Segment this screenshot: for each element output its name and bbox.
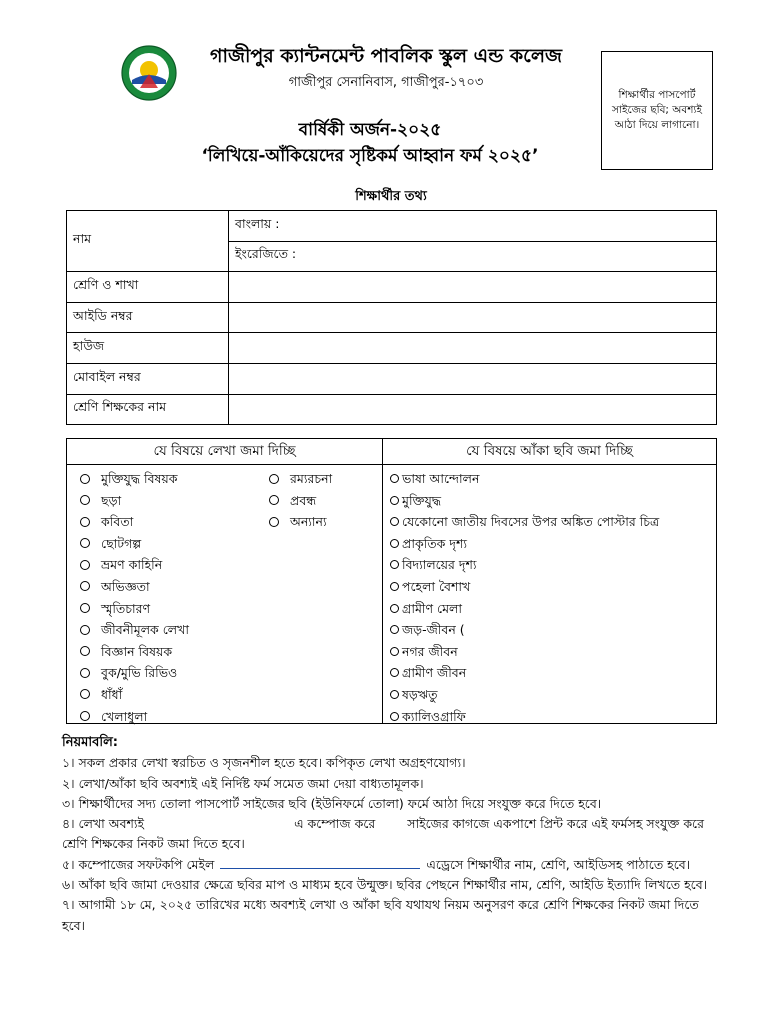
topics-table xyxy=(66,438,717,724)
drawing-topic-option[interactable] xyxy=(390,684,715,706)
option-label: যেকোনো জাতীয় দিবসের উপর অঙ্কিত পোস্টার চিত্র xyxy=(402,514,660,530)
writing-topic-option[interactable] xyxy=(80,533,260,555)
radio-icon[interactable] xyxy=(390,560,399,569)
option-label: ছোটগল্প xyxy=(101,535,142,551)
writing-topic-option[interactable] xyxy=(269,511,379,533)
rule-4-part-2: এ কম্পোজ করে xyxy=(294,816,376,832)
radio-icon[interactable] xyxy=(80,474,90,484)
option-label: ক্যালিওগ্রাফি xyxy=(402,708,466,724)
writing-topic-option[interactable] xyxy=(80,490,260,512)
drawing-topic-option[interactable] xyxy=(390,490,715,512)
drawing-topic-option[interactable] xyxy=(390,554,715,576)
event-title: বার্ষিকী অর্জন-২০২৫ xyxy=(298,120,442,140)
writing-topic-option[interactable] xyxy=(80,662,260,684)
drawing-topic-option[interactable] xyxy=(390,706,715,728)
option-label: বিজ্ঞান বিষয়ক xyxy=(101,643,173,659)
rule-6: ৬। আঁকা ছবি জামা দেওয়ার ক্ষেত্রে ছবির মাপ ও মাধ্যম হবে উন্মুক্ত। ছবির পেছনে শিক্ষার্থীর নাম, শ্রেণি, আইডি ইত্যাদি লিখতে হবে। xyxy=(62,877,708,893)
english-label: ইংরেজিতে : xyxy=(235,246,297,262)
radio-icon[interactable] xyxy=(80,517,90,527)
rule-4-part-3: সাইজের কাগজে একপাশে প্রিন্ট করে এই ফর্মসহ সংযুক্ত করে শ্রেণি শিক্ষকের নিকট জমা দিতে হবে। xyxy=(62,816,704,852)
school-address: গাজীপুর সেনানিবাস, গাজীপুর-১৭০৩ xyxy=(288,75,484,90)
writing-topics-header: যে বিষয়ে লেখা জমা দিচ্ছি xyxy=(153,443,296,459)
radio-icon[interactable] xyxy=(390,496,399,505)
radio-icon[interactable] xyxy=(80,668,90,678)
drawing-topic-option[interactable] xyxy=(390,468,715,490)
option-label: প্রবন্ধ xyxy=(290,492,317,508)
option-label: ধাঁধাঁ xyxy=(101,686,123,702)
rule-5-part-2: এড্রেসে শিক্ষার্থীর নাম, শ্রেণি, আইডিসহ পাঠাতে হবে। xyxy=(426,856,691,872)
writing-topic-option[interactable] xyxy=(80,641,260,663)
option-label: গ্রামীণ মেলা xyxy=(402,600,462,616)
name-label: নাম xyxy=(67,211,229,272)
writing-topic-option[interactable] xyxy=(269,490,379,512)
radio-icon[interactable] xyxy=(390,604,399,613)
class-section-field[interactable] xyxy=(229,272,717,303)
passport-photo-box xyxy=(601,51,713,170)
option-label: নগর জীবন xyxy=(402,643,458,659)
house-field[interactable] xyxy=(229,333,717,364)
option-label: কবিতা xyxy=(101,514,134,530)
bangla-label: বাংলায় : xyxy=(235,215,280,231)
rules-section xyxy=(62,733,722,936)
writing-topic-option[interactable] xyxy=(80,554,260,576)
rule-4-part-1: ৪। লেখা অবশ্যই xyxy=(62,816,145,832)
option-label: রম্যরচনা xyxy=(290,471,333,486)
option-label: অন্যান্য xyxy=(290,514,327,530)
writing-topic-option[interactable] xyxy=(80,598,260,620)
radio-icon[interactable] xyxy=(390,517,399,526)
option-label: প্রাকৃতিক দৃশ্য xyxy=(402,535,467,551)
radio-icon[interactable] xyxy=(80,581,90,591)
option-label: মুক্তিযুদ্ধ বিষয়ক xyxy=(101,471,178,486)
class-teacher-label: শ্রেণি শিক্ষকের নাম xyxy=(67,394,229,425)
option-label: ভাষা আন্দোলন xyxy=(402,471,480,486)
drawing-topic-option[interactable] xyxy=(390,619,715,641)
option-label: ছড়া xyxy=(101,492,122,508)
class-section-label: শ্রেণি ও শাখা xyxy=(67,272,229,303)
drawing-topics-header: যে বিষয়ে আঁকা ছবি জমা দিচ্ছি xyxy=(466,443,633,459)
student-info-heading: শিক্ষার্থীর তথ্য xyxy=(355,189,427,204)
option-label: গ্রামীণ জীবন xyxy=(402,665,467,681)
drawing-topics-list xyxy=(390,468,715,727)
photo-box-text: শিক্ষার্থীর পাসপোর্ট সাইজের ছবি; অবশ্যই আঠা দিয়ে লাগানো। xyxy=(612,88,702,132)
radio-icon[interactable] xyxy=(390,625,399,634)
rule-5 xyxy=(62,855,722,875)
radio-icon[interactable] xyxy=(80,711,90,721)
writing-topic-option[interactable] xyxy=(80,684,260,706)
option-label: পহেলা বৈশাখ xyxy=(402,578,471,594)
drawing-topic-option[interactable] xyxy=(390,511,715,533)
option-label: বিদ্যালয়ের দৃশ্য xyxy=(402,557,477,573)
option-label: ষড়ঋতু xyxy=(402,686,438,702)
radio-icon[interactable] xyxy=(269,517,279,527)
radio-icon[interactable] xyxy=(80,689,90,699)
radio-icon[interactable] xyxy=(390,539,399,548)
drawing-topic-option[interactable] xyxy=(390,598,715,620)
writing-topics-list-2 xyxy=(269,468,379,533)
writing-topic-option[interactable] xyxy=(80,706,260,728)
rule-2: ২। লেখা/আঁকা ছবি অবশ্যই এই নির্দিষ্ট ফর্ম সমেত জমা দেয়া বাধ্যতামূলক। xyxy=(62,775,424,791)
drawing-topic-option[interactable] xyxy=(390,662,715,684)
radio-icon[interactable] xyxy=(390,690,399,699)
option-label: জীবনীমূলক লেখা xyxy=(101,622,189,638)
writing-topic-option[interactable] xyxy=(80,576,260,598)
name-bangla-field[interactable] xyxy=(229,211,717,242)
rule-3: ৩। শিক্ষার্থীদের সদ্য তোলা পাসপোর্ট সাইজের ছবি (ইউনিফর্মে তোলা) ফর্মে আঠা দিয়ে সংযুক্ত করে দিতে হবে। xyxy=(62,795,602,811)
option-label: অভিজ্ঞতা xyxy=(101,578,150,594)
rule-4 xyxy=(62,814,722,855)
email-address-link[interactable] xyxy=(220,855,420,869)
radio-icon[interactable] xyxy=(269,474,279,484)
radio-icon[interactable] xyxy=(80,560,90,570)
school-crest-icon xyxy=(120,44,178,102)
option-label: খেলাধুলা xyxy=(101,708,148,724)
rule-7: ৭। আগামী ১৮ মে, ২০২৫ তারিখের মধ্যে অবশ্যই লেখা ও আঁকা ছবি যথাযথ নিয়ম অনুসরণ করে শ্রেণি শিক্ষকের নিকট জমা দিতে হবে। xyxy=(62,897,699,933)
student-info-table xyxy=(66,210,717,425)
form-title: ‘লিখিয়ে-আঁকিয়েদের সৃষ্টিকর্ম আহ্বান ফর্ম ২০২৫’ xyxy=(201,146,539,166)
option-label: স্মৃতিচারণ xyxy=(101,600,151,616)
rule-5-part-1: ৫। কম্পোজের সফটকপি মেইল xyxy=(62,856,215,872)
class-teacher-field[interactable] xyxy=(229,394,717,425)
writing-topic-option[interactable] xyxy=(269,468,379,490)
radio-icon[interactable] xyxy=(269,495,279,505)
drawing-topic-option[interactable] xyxy=(390,576,715,598)
radio-icon[interactable] xyxy=(80,495,90,505)
radio-icon[interactable] xyxy=(80,646,90,656)
radio-icon[interactable] xyxy=(390,668,399,677)
option-label: ভ্রমণ কাহিনি xyxy=(101,557,163,573)
house-label: হাউজ xyxy=(67,333,229,364)
option-label: মুক্তিযুদ্ধ xyxy=(402,492,442,508)
radio-icon[interactable] xyxy=(390,474,399,483)
mobile-number-field[interactable] xyxy=(229,363,717,394)
name-english-field[interactable] xyxy=(229,241,717,272)
radio-icon[interactable] xyxy=(80,538,90,548)
writing-topic-option[interactable] xyxy=(80,619,260,641)
drawing-topic-option[interactable] xyxy=(390,641,715,663)
radio-icon[interactable] xyxy=(390,582,399,591)
mobile-number-label: মোবাইল নম্বর xyxy=(67,363,229,394)
radio-icon[interactable] xyxy=(390,712,399,721)
column-divider xyxy=(382,439,383,723)
radio-icon[interactable] xyxy=(80,625,90,635)
radio-icon[interactable] xyxy=(80,603,90,613)
writing-topic-option[interactable] xyxy=(80,468,260,490)
writing-topic-option[interactable] xyxy=(80,511,260,533)
radio-icon[interactable] xyxy=(390,647,399,656)
drawing-topic-option[interactable] xyxy=(390,533,715,555)
rule-1: ১। সকল প্রকার লেখা স্বরচিত ও সৃজনশীল হতে হবে। কপিকৃত লেখা অগ্রহণযোগ্য। xyxy=(62,755,466,771)
id-number-label: আইডি নম্বর xyxy=(67,302,229,333)
writing-topics-list-1 xyxy=(80,468,260,727)
option-label: বুক/মুভি রিভিও xyxy=(101,665,178,681)
id-number-field[interactable] xyxy=(229,302,717,333)
school-name: গাজীপুর ক্যান্টনমেন্ট পাবলিক স্কুল এন্ড কলেজ xyxy=(210,45,562,67)
rules-title: নিয়মাবলি: xyxy=(62,735,118,750)
option-label: জড়-জীবন ( xyxy=(402,622,465,638)
